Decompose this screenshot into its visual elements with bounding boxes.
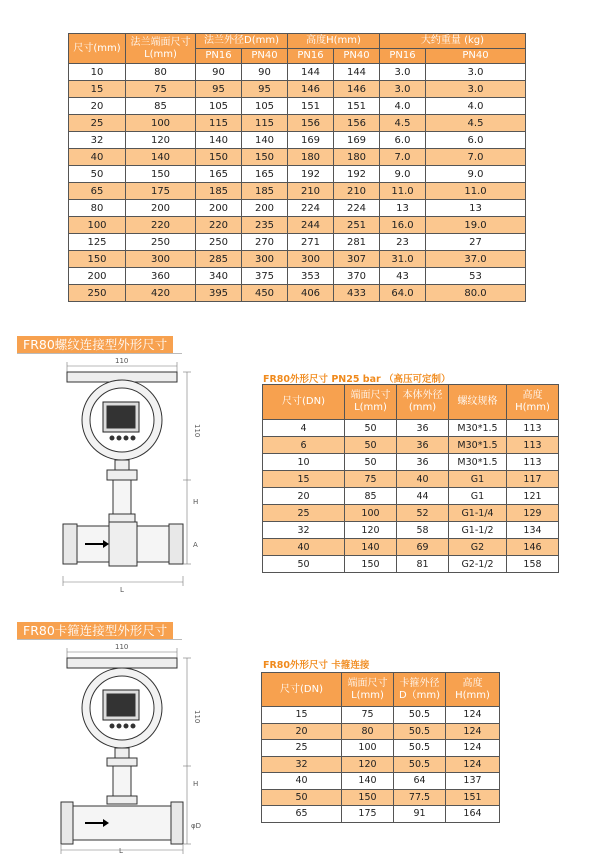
table-cell: 100 xyxy=(345,505,397,522)
table-cell: 50 xyxy=(263,556,345,573)
table-cell: 50 xyxy=(345,437,397,454)
table-cell: 9.0 xyxy=(380,166,426,183)
header-pn16: PN16 xyxy=(288,49,334,64)
table-cell: 165 xyxy=(242,166,288,183)
table-cell: 77.5 xyxy=(394,789,446,806)
table-cell: 50.5 xyxy=(394,723,446,740)
table-cell: 251 xyxy=(334,217,380,234)
header-cell: 高度 H(mm) xyxy=(507,385,559,420)
table-cell: 150 xyxy=(69,251,126,268)
header-pn40: PN40 xyxy=(334,49,380,64)
header-weight: 大约重量 (kg) xyxy=(380,34,526,49)
table-cell: 150 xyxy=(342,789,394,806)
table-cell: 169 xyxy=(334,132,380,149)
table-cell: 164 xyxy=(446,806,500,823)
table-cell: 115 xyxy=(196,115,242,132)
table-cell: 150 xyxy=(345,556,397,573)
table-row xyxy=(263,522,559,539)
table-cell: 64 xyxy=(394,773,446,790)
header-pn40: PN40 xyxy=(426,49,526,64)
h-label: H xyxy=(193,780,199,788)
table-cell: 40 xyxy=(262,773,342,790)
table-cell: 120 xyxy=(126,132,196,149)
table-cell: 32 xyxy=(263,522,345,539)
table-cell: 144 xyxy=(288,64,334,81)
table-cell: 10 xyxy=(263,454,345,471)
table-cell: 137 xyxy=(446,773,500,790)
table-cell: G2-1/2 xyxy=(449,556,507,573)
section-banner-threaded: FR80螺纹连接型外形尺寸 xyxy=(17,336,173,353)
table-row xyxy=(263,556,559,573)
table-row xyxy=(69,132,526,149)
table-cell: 80 xyxy=(126,64,196,81)
table-cell: 150 xyxy=(242,149,288,166)
table-cell: M30*1.5 xyxy=(449,454,507,471)
header-pn40: PN40 xyxy=(242,49,288,64)
table-cell: 40 xyxy=(397,471,449,488)
table-cell: 120 xyxy=(345,522,397,539)
table-cell: 105 xyxy=(196,98,242,115)
table-row xyxy=(263,539,559,556)
table-cell: 113 xyxy=(507,437,559,454)
table-cell: G1-1/4 xyxy=(449,505,507,522)
table-row xyxy=(69,98,526,115)
table-cell: 124 xyxy=(446,707,500,724)
table-cell: 15 xyxy=(69,81,126,98)
header-height: 高度H(mm) xyxy=(288,34,380,49)
table-cell: 6.0 xyxy=(380,132,426,149)
table-cell: 140 xyxy=(242,132,288,149)
table-cell: 185 xyxy=(242,183,288,200)
table-row xyxy=(69,217,526,234)
table-cell: 220 xyxy=(196,217,242,234)
table-cell: 3.0 xyxy=(426,64,526,81)
table-cell: 80 xyxy=(342,723,394,740)
table-cell: 300 xyxy=(126,251,196,268)
table-cell: 25 xyxy=(262,740,342,757)
flange-dimension-table xyxy=(68,33,526,302)
table-cell: 185 xyxy=(196,183,242,200)
table-cell: 100 xyxy=(126,115,196,132)
table-cell: 50.5 xyxy=(394,756,446,773)
table-cell: 300 xyxy=(242,251,288,268)
table-cell: 32 xyxy=(262,756,342,773)
table-cell: 120 xyxy=(342,756,394,773)
table-cell: 360 xyxy=(126,268,196,285)
table-cell: 370 xyxy=(334,268,380,285)
table-cell: 146 xyxy=(288,81,334,98)
table-row xyxy=(69,183,526,200)
header-cell: 螺纹规格 xyxy=(449,385,507,420)
table-row xyxy=(262,707,500,724)
table-row xyxy=(69,64,526,81)
width-dimension-label: 110 xyxy=(115,357,129,365)
table-cell: 406 xyxy=(288,285,334,302)
threaded-dimension-table xyxy=(262,384,559,573)
table-cell: 244 xyxy=(288,217,334,234)
a-label: A xyxy=(193,541,198,549)
header-cell: 端面尺寸 L(mm) xyxy=(345,385,397,420)
header-size: 尺寸(mm) xyxy=(69,34,126,64)
table-cell: 150 xyxy=(126,166,196,183)
table-cell: 25 xyxy=(69,115,126,132)
table-cell: 395 xyxy=(196,285,242,302)
table-row xyxy=(262,773,500,790)
section-banner-clamp: FR80卡箍连接型外形尺寸 xyxy=(17,622,173,639)
header-pn16: PN16 xyxy=(380,49,426,64)
table-cell: 43 xyxy=(380,268,426,285)
table-row xyxy=(69,251,526,268)
table-cell: 105 xyxy=(242,98,288,115)
table-cell: 113 xyxy=(507,454,559,471)
table-cell: 144 xyxy=(334,64,380,81)
table-cell: M30*1.5 xyxy=(449,437,507,454)
table-row xyxy=(69,81,526,98)
table-cell: M30*1.5 xyxy=(449,420,507,437)
table-cell: 19.0 xyxy=(426,217,526,234)
table-cell: 65 xyxy=(69,183,126,200)
table-cell: 271 xyxy=(288,234,334,251)
table-cell: 134 xyxy=(507,522,559,539)
height-dimension-label: 110 xyxy=(193,424,201,438)
table-row xyxy=(262,756,500,773)
threaded-flowmeter-drawing xyxy=(45,354,205,594)
table-cell: 100 xyxy=(342,740,394,757)
table-cell: 50 xyxy=(345,454,397,471)
table-cell: 210 xyxy=(334,183,380,200)
table-cell: 353 xyxy=(288,268,334,285)
table-cell: 4.5 xyxy=(426,115,526,132)
table-cell: 37.0 xyxy=(426,251,526,268)
table-cell: 124 xyxy=(446,756,500,773)
table-cell: 151 xyxy=(334,98,380,115)
table-cell: 50 xyxy=(262,789,342,806)
table-cell: 165 xyxy=(196,166,242,183)
table-cell: 125 xyxy=(69,234,126,251)
table-cell: 192 xyxy=(334,166,380,183)
table-cell: 50.5 xyxy=(394,707,446,724)
table-row xyxy=(263,420,559,437)
table-row xyxy=(262,740,500,757)
table-cell: 270 xyxy=(242,234,288,251)
table-cell: 180 xyxy=(334,149,380,166)
table-cell: 91 xyxy=(394,806,446,823)
table-cell: 16.0 xyxy=(380,217,426,234)
clamp-table-subtitle: FR80外形尺寸 卡箍连接 xyxy=(263,660,370,671)
table-cell: 53 xyxy=(426,268,526,285)
table-cell: 23 xyxy=(380,234,426,251)
table-row xyxy=(69,200,526,217)
table-cell: 4.5 xyxy=(380,115,426,132)
table-row xyxy=(69,166,526,183)
table-cell: 156 xyxy=(334,115,380,132)
table-cell: 146 xyxy=(507,539,559,556)
table-cell: 20 xyxy=(262,723,342,740)
table-cell: 169 xyxy=(288,132,334,149)
table-cell: 450 xyxy=(242,285,288,302)
table-row xyxy=(69,234,526,251)
table-cell: 36 xyxy=(397,454,449,471)
table-cell: 40 xyxy=(69,149,126,166)
table-cell: G1 xyxy=(449,471,507,488)
l-label: L xyxy=(119,847,123,855)
table-cell: 85 xyxy=(126,98,196,115)
table-cell: 151 xyxy=(288,98,334,115)
table-cell: 85 xyxy=(345,488,397,505)
table-row xyxy=(263,505,559,522)
clamp-dimension-table xyxy=(261,672,500,823)
table-cell: 9.0 xyxy=(426,166,526,183)
table-cell: 7.0 xyxy=(380,149,426,166)
table-cell: 7.0 xyxy=(426,149,526,166)
table-cell: 20 xyxy=(263,488,345,505)
table-cell: 224 xyxy=(288,200,334,217)
table-cell: 420 xyxy=(126,285,196,302)
table-cell: 3.0 xyxy=(380,64,426,81)
table-cell: 200 xyxy=(69,268,126,285)
table-row xyxy=(263,471,559,488)
table-cell: 6 xyxy=(263,437,345,454)
table-cell: 115 xyxy=(242,115,288,132)
table-cell: 224 xyxy=(334,200,380,217)
table-cell: 300 xyxy=(288,251,334,268)
table-cell: G1-1/2 xyxy=(449,522,507,539)
table-cell: 285 xyxy=(196,251,242,268)
table-cell: 175 xyxy=(126,183,196,200)
table-cell: 151 xyxy=(446,789,500,806)
table-cell: 113 xyxy=(507,420,559,437)
table-cell: 210 xyxy=(288,183,334,200)
table-cell: 13 xyxy=(426,200,526,217)
threaded-table-subtitle: FR80外形尺寸 PN25 bar （高压可定制） xyxy=(263,374,451,385)
table-cell: 90 xyxy=(196,64,242,81)
table-cell: 90 xyxy=(242,64,288,81)
clamp-flowmeter-drawing xyxy=(45,640,205,855)
table-cell: 20 xyxy=(69,98,126,115)
table-cell: 3.0 xyxy=(426,81,526,98)
table-cell: 10 xyxy=(69,64,126,81)
table-cell: 95 xyxy=(196,81,242,98)
table-cell: 36 xyxy=(397,437,449,454)
table-cell: 69 xyxy=(397,539,449,556)
table-cell: 3.0 xyxy=(380,81,426,98)
table-cell: 158 xyxy=(507,556,559,573)
header-cell: 卡箍外径 D（mm) xyxy=(394,673,446,707)
table-row xyxy=(263,488,559,505)
table-cell: 75 xyxy=(126,81,196,98)
table-cell: 307 xyxy=(334,251,380,268)
table-cell: 32 xyxy=(69,132,126,149)
table-cell: G1 xyxy=(449,488,507,505)
table-row xyxy=(69,149,526,166)
table-cell: 11.0 xyxy=(380,183,426,200)
table-cell: 52 xyxy=(397,505,449,522)
height-dimension-label: 110 xyxy=(193,710,201,724)
table-row xyxy=(69,285,526,302)
header-cell: 端面尺寸 L(mm) xyxy=(342,673,394,707)
table-cell: 25 xyxy=(263,505,345,522)
table-cell: 58 xyxy=(397,522,449,539)
table-cell: 75 xyxy=(345,471,397,488)
table-cell: 150 xyxy=(196,149,242,166)
table-row xyxy=(262,789,500,806)
table-cell: 15 xyxy=(263,471,345,488)
header-cell: 尺寸(DN) xyxy=(263,385,345,420)
table-cell: 50 xyxy=(69,166,126,183)
table-cell: 80.0 xyxy=(426,285,526,302)
table-row xyxy=(263,454,559,471)
table-cell: 13 xyxy=(380,200,426,217)
header-cell: 高度 H(mm) xyxy=(446,673,500,707)
width-dimension-label: 110 xyxy=(115,643,129,651)
table-row xyxy=(262,723,500,740)
header-cell: 本体外径 (mm) xyxy=(397,385,449,420)
table-cell: 64.0 xyxy=(380,285,426,302)
table-cell: 75 xyxy=(342,707,394,724)
table-row xyxy=(262,806,500,823)
l-label: L xyxy=(120,586,124,594)
table-cell: 4.0 xyxy=(380,98,426,115)
table-cell: 81 xyxy=(397,556,449,573)
table-cell: 40 xyxy=(263,539,345,556)
table-cell: 375 xyxy=(242,268,288,285)
table-cell: 220 xyxy=(126,217,196,234)
table-cell: 200 xyxy=(126,200,196,217)
table-cell: 31.0 xyxy=(380,251,426,268)
table-cell: 250 xyxy=(69,285,126,302)
table-cell: 36 xyxy=(397,420,449,437)
table-cell: 140 xyxy=(345,539,397,556)
table-cell: 129 xyxy=(507,505,559,522)
table-cell: 140 xyxy=(196,132,242,149)
header-pn16: PN16 xyxy=(196,49,242,64)
table-cell: 433 xyxy=(334,285,380,302)
h-label: H xyxy=(193,498,199,506)
table-cell: 121 xyxy=(507,488,559,505)
table-cell: 11.0 xyxy=(426,183,526,200)
table-cell: 340 xyxy=(196,268,242,285)
table-cell: 95 xyxy=(242,81,288,98)
table-cell: 27 xyxy=(426,234,526,251)
table-cell: 200 xyxy=(196,200,242,217)
table-cell: 281 xyxy=(334,234,380,251)
table-cell: 100 xyxy=(69,217,126,234)
table-cell: 156 xyxy=(288,115,334,132)
table-cell: 124 xyxy=(446,723,500,740)
table-cell: 192 xyxy=(288,166,334,183)
table-cell: 4.0 xyxy=(426,98,526,115)
table-cell: 235 xyxy=(242,217,288,234)
table-row xyxy=(69,115,526,132)
header-cell: 尺寸(DN) xyxy=(262,673,342,707)
table-cell: 6.0 xyxy=(426,132,526,149)
table-cell: 80 xyxy=(69,200,126,217)
table-cell: 4 xyxy=(263,420,345,437)
table-cell: 140 xyxy=(342,773,394,790)
header-outer-diameter: 法兰外径D(mm) xyxy=(196,34,288,49)
table-cell: 50.5 xyxy=(394,740,446,757)
table-cell: 140 xyxy=(126,149,196,166)
table-cell: 124 xyxy=(446,740,500,757)
table-cell: 200 xyxy=(242,200,288,217)
table-cell: 146 xyxy=(334,81,380,98)
table-cell: 65 xyxy=(262,806,342,823)
table-cell: 15 xyxy=(262,707,342,724)
table-cell: 250 xyxy=(196,234,242,251)
header-flange-size: 法兰端面尺寸 L(mm) xyxy=(126,34,196,64)
d-label: φD xyxy=(191,822,202,830)
table-cell: 44 xyxy=(397,488,449,505)
table-cell: 50 xyxy=(345,420,397,437)
table-cell: 117 xyxy=(507,471,559,488)
table-cell: 175 xyxy=(342,806,394,823)
table-row xyxy=(69,268,526,285)
table-cell: 250 xyxy=(126,234,196,251)
table-row xyxy=(263,437,559,454)
table-cell: G2 xyxy=(449,539,507,556)
table-cell: 180 xyxy=(288,149,334,166)
